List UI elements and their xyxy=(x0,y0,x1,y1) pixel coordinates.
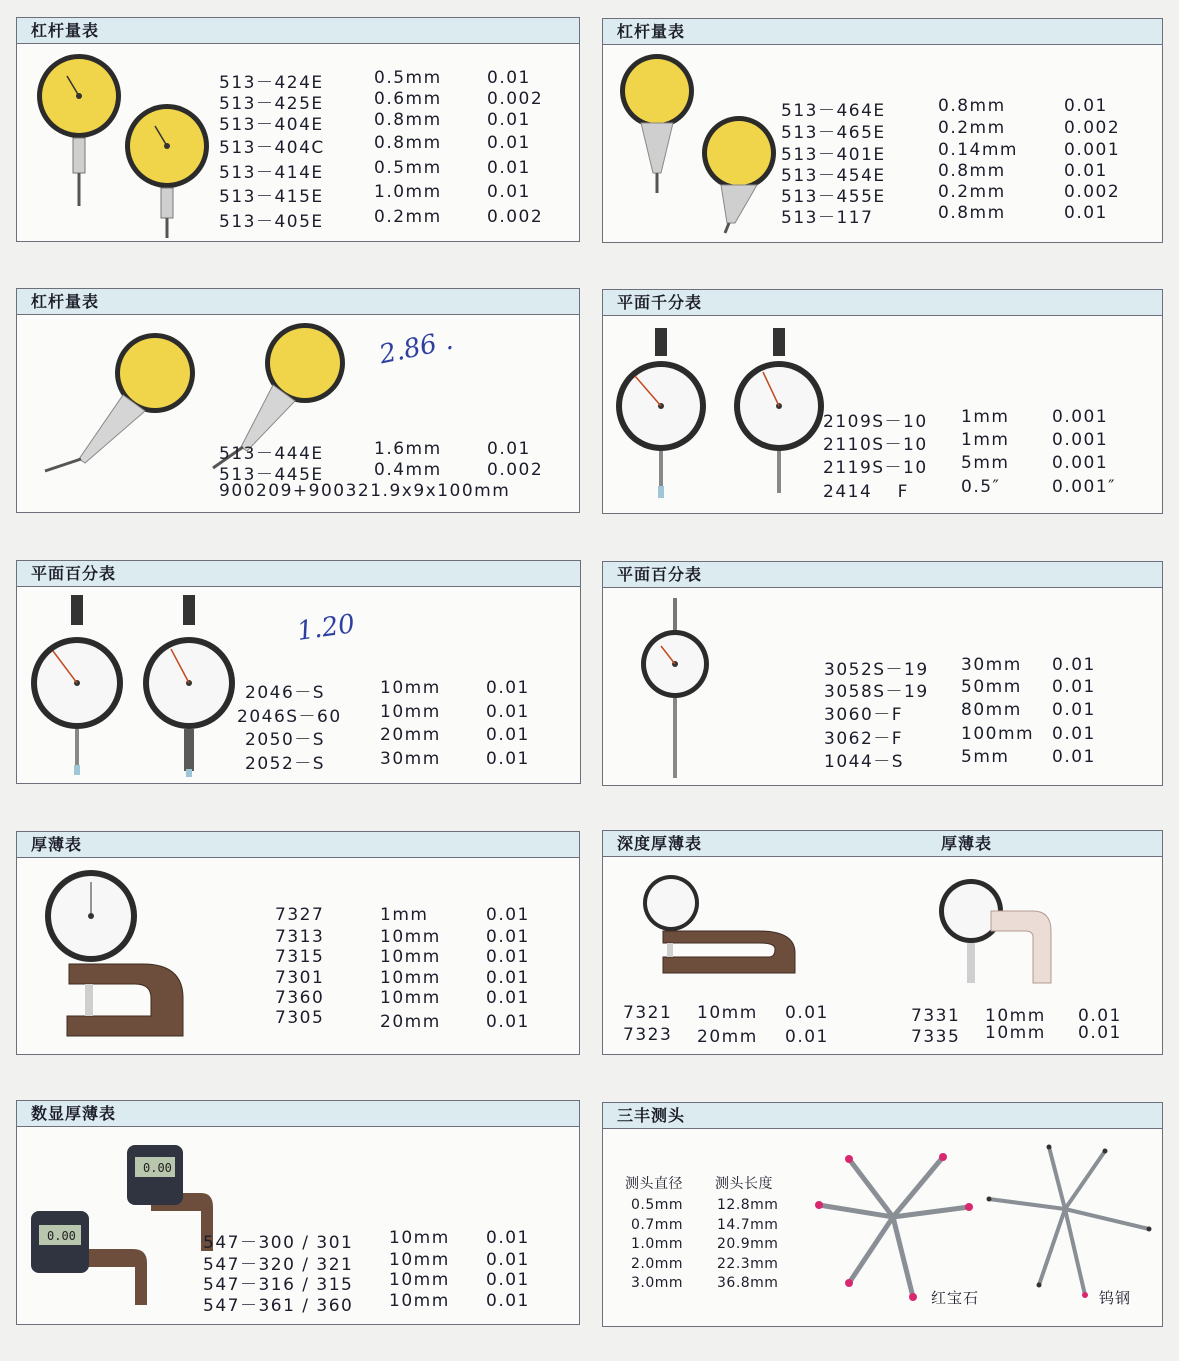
resolution: 0.001″ xyxy=(1052,477,1117,497)
panel-title: 深度厚薄表 xyxy=(603,831,1162,857)
range: 10mm xyxy=(389,1270,450,1290)
range: 1mm xyxy=(961,407,1010,427)
model-number: 513－404C xyxy=(219,138,325,158)
range: 0.2mm xyxy=(938,118,1006,138)
model-number: 1044－S xyxy=(824,752,905,772)
model-number: 513－414E xyxy=(219,163,324,183)
model-number: 513－401E xyxy=(781,145,886,165)
panel-subtitle: 厚薄表 xyxy=(941,834,993,853)
dial-gauge-image xyxy=(615,328,825,508)
model-number: 513－117 xyxy=(781,208,874,228)
model-number: 547－316 / 315 xyxy=(203,1275,354,1295)
range: 10mm xyxy=(380,702,441,722)
model-number: 7315 xyxy=(275,947,325,967)
probe-length-header: 测头长度 xyxy=(715,1176,773,1192)
probe-length: 12.8mm xyxy=(717,1197,779,1213)
range: 10mm xyxy=(985,1023,1046,1043)
model-number: 2050－S xyxy=(245,730,326,750)
range: 100mm xyxy=(961,724,1035,744)
resolution: 0.01 xyxy=(487,68,531,88)
range: 20mm xyxy=(380,1012,441,1032)
resolution: 0.01 xyxy=(487,439,531,459)
range: 0.4mm xyxy=(374,460,442,480)
long-stroke-dial-gauge-image xyxy=(639,598,719,784)
handwritten-price: 2.86 . xyxy=(376,325,456,371)
model-number: 2046－S xyxy=(245,683,326,703)
resolution: 0.01 xyxy=(1052,700,1096,720)
resolution: 0.01 xyxy=(486,725,530,745)
range: 0.14mm xyxy=(938,140,1018,160)
model-number: 513－405E xyxy=(219,212,324,232)
resolution: 0.01 xyxy=(486,1270,530,1290)
range: 0.2mm xyxy=(374,207,442,227)
lever-dial-indicator-image xyxy=(37,46,227,241)
model-number: 513－445E xyxy=(219,465,324,485)
range: 1.0mm xyxy=(374,182,442,202)
range: 10mm xyxy=(985,1006,1046,1026)
panel-dial-gauge-001-b xyxy=(602,561,1163,786)
ruby-probe-styli-image xyxy=(813,1147,973,1307)
model-number: 3058S－19 xyxy=(824,682,929,702)
resolution: 0.01 xyxy=(486,678,530,698)
range: 10mm xyxy=(380,927,441,947)
model-number: 3060－F xyxy=(824,705,904,725)
digital-readout: 0.00 xyxy=(47,1229,76,1243)
panel-lever-indicator-1 xyxy=(16,17,580,242)
resolution: 0.01 xyxy=(486,702,530,722)
panel-probe-styli xyxy=(602,1102,1163,1327)
range: 10mm xyxy=(380,947,441,967)
panel-title: 厚薄表 xyxy=(17,832,579,858)
resolution: 0.002 xyxy=(1064,182,1121,202)
range: 30mm xyxy=(380,749,441,769)
model-number: 7327 xyxy=(275,905,325,925)
range: 10mm xyxy=(697,1003,758,1023)
range: 0.5mm xyxy=(374,158,442,178)
panel-dial-gauge-0001 xyxy=(602,289,1163,514)
range: 20mm xyxy=(697,1027,758,1047)
range: 10mm xyxy=(380,988,441,1008)
range: 80mm xyxy=(961,700,1022,720)
resolution: 0.01 xyxy=(1052,655,1096,675)
resolution: 0.001 xyxy=(1052,453,1109,473)
range: 10mm xyxy=(380,968,441,988)
panel-title: 平面百分表 xyxy=(603,562,1162,588)
model-number: 513－444E xyxy=(219,444,324,464)
resolution: 0.01 xyxy=(487,110,531,130)
panel-title: 平面百分表 xyxy=(17,561,580,587)
resolution: 0.01 xyxy=(486,968,530,988)
model-number: 3062－F xyxy=(824,729,904,749)
accessory-spec: 900209+900321.9x9x100mm xyxy=(219,481,511,501)
model-number: 513－464E xyxy=(781,101,886,121)
ruby-label: 红宝石 xyxy=(931,1289,980,1307)
panel-title: 杠杆量表 xyxy=(17,18,579,44)
tungsten-label: 钨钢 xyxy=(1099,1289,1132,1307)
resolution: 0.01 xyxy=(1052,677,1096,697)
model-number: 2052－S xyxy=(245,754,326,774)
model-number: 513－404E xyxy=(219,115,324,135)
range: 5mm xyxy=(961,453,1010,473)
model-number: 7305 xyxy=(275,1008,325,1028)
resolution: 0.01 xyxy=(1064,203,1108,223)
resolution: 0.01 xyxy=(486,927,530,947)
probe-length: 14.7mm xyxy=(717,1216,779,1233)
probe-length: 20.9mm xyxy=(717,1236,779,1252)
resolution: 0.001 xyxy=(1064,140,1121,160)
model-number: 7331 xyxy=(911,1006,961,1026)
panel-dial-gauge-001-a xyxy=(16,560,581,784)
panel-digital-thickness-gauge xyxy=(16,1100,580,1325)
thickness-gauge-image xyxy=(43,868,193,1048)
resolution: 0.01 xyxy=(785,1003,829,1023)
model-number: 513－455E xyxy=(781,187,886,207)
panel-title: 杠杆量表 xyxy=(603,19,1162,45)
probe-diameter: 3.0mm xyxy=(631,1275,684,1291)
range: 0.5″ xyxy=(961,477,1001,497)
resolution: 0.002 xyxy=(487,207,544,227)
range: 10mm xyxy=(389,1291,450,1311)
range: 50mm xyxy=(961,677,1022,697)
model-number: 7301 xyxy=(275,968,325,988)
digital-thickness-gauge-image xyxy=(31,1141,221,1311)
probe-diameter: 1.0mm xyxy=(631,1236,684,1252)
model-number: 547－320 / 321 xyxy=(203,1255,354,1275)
model-number: 2109S－10 xyxy=(823,412,928,432)
resolution: 0.001 xyxy=(1052,430,1109,450)
model-number: 3052S－19 xyxy=(824,660,929,680)
range: 10mm xyxy=(389,1228,450,1248)
model-number: 513－465E xyxy=(781,123,886,143)
resolution: 0.01 xyxy=(1052,747,1096,767)
panel-title: 杠杆量表 xyxy=(17,289,579,315)
range: 0.8mm xyxy=(938,161,1006,181)
resolution: 0.01 xyxy=(486,1012,530,1032)
resolution: 0.002 xyxy=(1064,118,1121,138)
resolution: 0.002 xyxy=(487,89,544,109)
range: 5mm xyxy=(961,747,1010,767)
model-number: 7335 xyxy=(911,1027,961,1047)
model-number: 2414 F xyxy=(823,482,909,502)
tungsten-probe-styli-image xyxy=(985,1143,1155,1303)
resolution: 0.01 xyxy=(1064,96,1108,116)
handwritten-price: 1.20 xyxy=(295,609,357,647)
range: 0.6mm xyxy=(374,89,442,109)
model-number: 7360 xyxy=(275,988,325,1008)
model-number: 7321 xyxy=(623,1003,673,1023)
resolution: 0.01 xyxy=(486,988,530,1008)
panel-thickness-gauge xyxy=(16,831,580,1055)
model-number: 513－425E xyxy=(219,94,324,114)
resolution: 0.01 xyxy=(486,1228,530,1248)
model-number: 547－300 / 301 xyxy=(203,1233,354,1253)
resolution: 0.01 xyxy=(486,947,530,967)
range: 10mm xyxy=(380,678,441,698)
resolution: 0.01 xyxy=(486,1291,530,1311)
resolution: 0.01 xyxy=(487,133,531,153)
probe-diameter: 2.0mm xyxy=(631,1255,684,1272)
resolution: 0.01 xyxy=(486,905,530,925)
range: 1.6mm xyxy=(374,439,442,459)
model-number: 2119S－10 xyxy=(823,458,928,478)
model-number: 513－454E xyxy=(781,166,886,186)
range: 0.8mm xyxy=(374,133,442,153)
panel-title: 数显厚薄表 xyxy=(17,1101,579,1127)
resolution: 0.01 xyxy=(487,182,531,202)
resolution: 0.01 xyxy=(785,1027,829,1047)
panel-lever-indicator-2 xyxy=(602,18,1163,243)
panel-title: 三丰测头 xyxy=(603,1103,1162,1129)
depth-thickness-gauge-image xyxy=(639,873,799,983)
model-number: 7323 xyxy=(623,1025,673,1045)
range: 10mm xyxy=(389,1250,450,1270)
resolution: 0.01 xyxy=(1064,161,1108,181)
dial-gauge-image xyxy=(29,595,269,781)
panel-depth-thickness-gauge xyxy=(602,830,1163,1055)
thickness-gauge-image xyxy=(933,871,1063,1001)
range: 0.2mm xyxy=(938,182,1006,202)
probe-diameter: 0.5mm xyxy=(631,1197,684,1213)
probe-length: 22.3mm xyxy=(717,1255,779,1272)
range: 30mm xyxy=(961,655,1022,675)
resolution: 0.002 xyxy=(487,460,544,480)
range: 1mm xyxy=(961,430,1010,450)
model-number: 513－424E xyxy=(219,73,324,93)
panel-lever-indicator-3 xyxy=(16,288,580,513)
probe-length: 36.8mm xyxy=(717,1275,779,1291)
range: 0.5mm xyxy=(374,68,442,88)
range: 0.8mm xyxy=(374,110,442,130)
model-number: 7313 xyxy=(275,927,325,947)
resolution: 0.01 xyxy=(1052,724,1096,744)
model-number: 547－361 / 360 xyxy=(203,1296,354,1316)
model-number: 513－415E xyxy=(219,187,324,207)
range: 20mm xyxy=(380,725,441,745)
digital-readout: 0.00 xyxy=(143,1161,172,1175)
resolution: 0.001 xyxy=(1052,407,1109,427)
panel-title: 平面千分表 xyxy=(603,290,1162,316)
resolution: 0.01 xyxy=(1078,1023,1122,1043)
range: 1mm xyxy=(380,905,429,925)
resolution: 0.01 xyxy=(1078,1006,1122,1026)
probe-diameter: 0.7mm xyxy=(631,1216,684,1233)
model-number: 2110S－10 xyxy=(823,435,928,455)
lever-dial-indicator-image xyxy=(617,53,787,238)
range: 0.8mm xyxy=(938,96,1006,116)
model-number: 2046S－60 xyxy=(237,707,342,727)
resolution: 0.01 xyxy=(486,749,530,769)
resolution: 0.01 xyxy=(487,158,531,178)
probe-diameter-header: 测头直径 xyxy=(625,1176,683,1192)
resolution: 0.01 xyxy=(486,1250,530,1270)
range: 0.8mm xyxy=(938,203,1006,223)
